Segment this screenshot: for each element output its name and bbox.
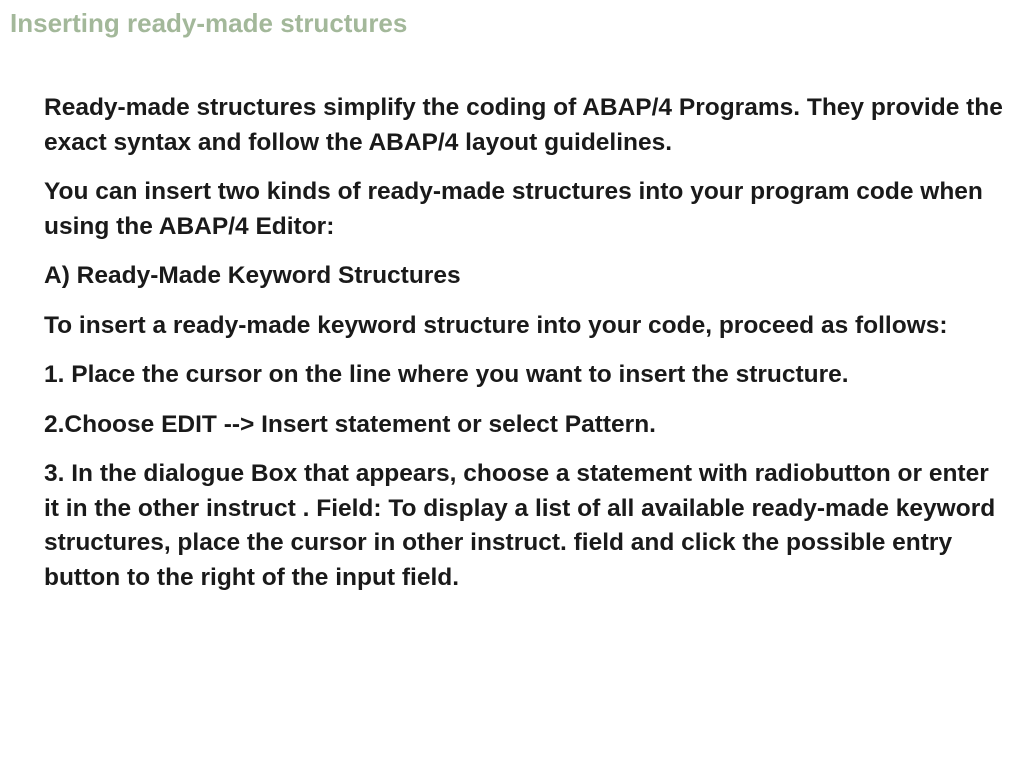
- section-heading-keyword-structures: A) Ready-Made Keyword Structures: [44, 262, 461, 289]
- step-2: 2.Choose EDIT --> Insert statement or select Pattern.: [44, 410, 656, 438]
- procedure-intro-paragraph: To insert a ready-made keyword structure into your code, proceed as follows:: [44, 311, 948, 339]
- slide-title: Inserting ready-made structures: [10, 8, 408, 38]
- slide-body: [44, 91, 1004, 610]
- step-1: 1. Place the cursor on the line where you want to insert the structure.: [44, 361, 849, 388]
- step-3: 3. In the dialogue Box that appears, choose a statement with radiobutton or enter it in the other instruct . Field: To display a list of all available ready-made keyword structures, place the cursor in other instruct. field and click the possible entry button to the right of the input field.: [44, 460, 996, 591]
- intro-paragraph: Ready-made structures simplify the coding of ABAP/4 Programs. They provide the exact syntax and follow the ABAP/4 layout guidelines.: [44, 94, 1003, 156]
- kinds-paragraph: You can insert two kinds of ready-made structures into your program code when using the ABAP/4 Editor:: [44, 178, 983, 240]
